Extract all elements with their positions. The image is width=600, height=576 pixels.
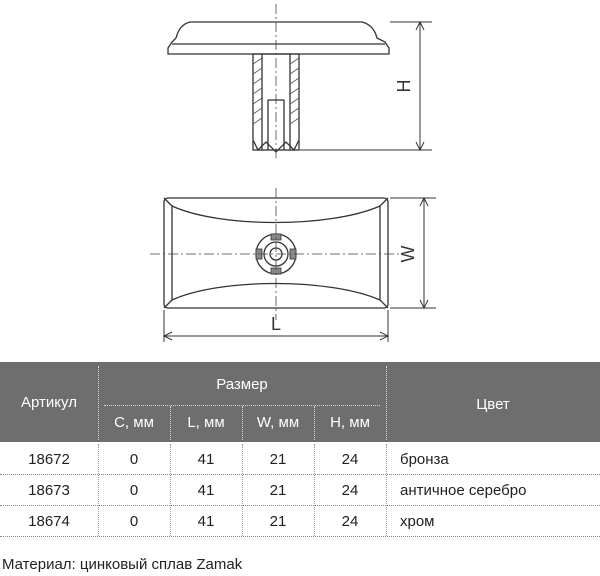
cell-c: 0 xyxy=(129,451,139,468)
cell-c: 0 xyxy=(129,482,139,499)
cell-w: 21 xyxy=(269,451,287,468)
header-l: L, мм xyxy=(187,414,225,431)
material-note: Материал: цинковый сплав Zamak xyxy=(2,556,243,573)
header-article: Артикул xyxy=(21,394,77,411)
cell-w: 21 xyxy=(269,513,287,530)
cell-h: 24 xyxy=(341,513,359,530)
cell-article: 18673 xyxy=(28,482,70,499)
cell-article: 18672 xyxy=(28,451,70,468)
cell-l: 41 xyxy=(197,482,215,499)
table-row xyxy=(0,506,600,536)
cell-h: 24 xyxy=(341,451,359,468)
header-c: C, мм xyxy=(114,414,154,431)
cell-article: 18674 xyxy=(28,513,70,530)
cell-l: 41 xyxy=(197,513,215,530)
dim-h-label: H xyxy=(394,79,414,93)
cell-h: 24 xyxy=(341,482,359,499)
cell-w: 21 xyxy=(269,482,287,499)
header-size-group: Размер xyxy=(216,376,268,393)
table-row xyxy=(0,475,600,505)
header-w: W, мм xyxy=(256,414,300,431)
side-view-cap xyxy=(168,22,389,54)
cell-c: 0 xyxy=(129,513,139,530)
cell-l: 41 xyxy=(197,451,215,468)
header-h: H, мм xyxy=(330,414,370,431)
cell-color: хром xyxy=(400,513,435,530)
cell-color: античное серебро xyxy=(400,482,527,499)
dim-w-label: W xyxy=(398,245,418,263)
header-color: Цвет xyxy=(476,396,510,413)
table-row xyxy=(0,444,600,474)
cell-color: бронза xyxy=(400,451,449,468)
table-header xyxy=(0,362,600,442)
dim-l-label: L xyxy=(270,314,282,334)
